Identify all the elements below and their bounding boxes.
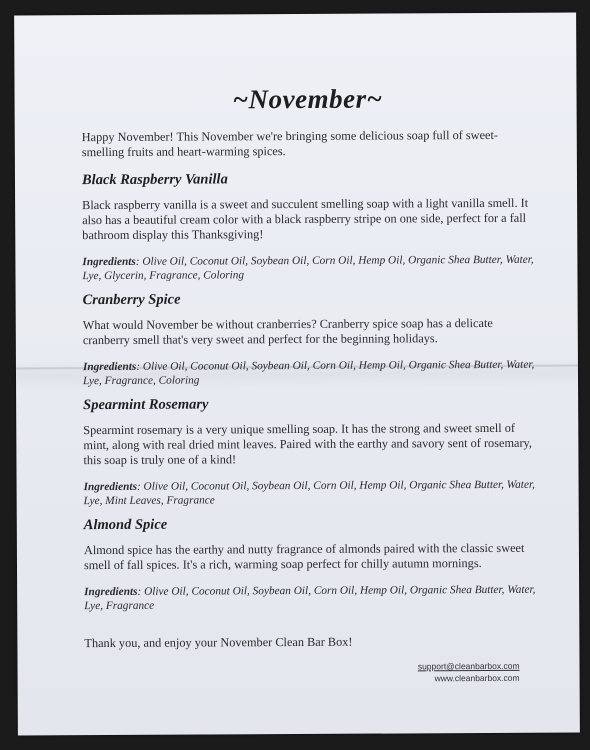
ingredients-label: Ingredients (84, 585, 138, 599)
ingredients-label: Ingredients (83, 480, 137, 494)
soap-name: Black Raspberry Vanilla (81, 171, 228, 189)
soap-section-black-raspberry-vanilla (82, 170, 535, 283)
closing-line: Thank you, and enjoy your November Clean Bar Box! (84, 634, 353, 651)
soap-description: Spearmint rosemary is a very unique smelling soap. It has the strong and sweet smell of mint, along with real dried mint leaves. Paired with the earthy and savory sent of rosemary, this soap is truly one of a kind! (83, 420, 533, 468)
soap-ingredients (82, 253, 534, 283)
support-email-link[interactable]: support@cleanbarbox.com (417, 660, 520, 672)
page-title: ~November~ (232, 83, 383, 115)
soap-section-spearmint-rosemary (83, 395, 536, 508)
ingredients-list: : Olive Oil, Coconut Oil, Soybean Oil, Corn Oil, Hemp Oil, Organic Shea Butter, Water, Lye, Fragrance (84, 583, 536, 613)
soap-name: Spearmint Rosemary (83, 396, 209, 414)
soap-name: Cranberry Spice (82, 291, 181, 309)
soap-description: What would November be without cranberries? Cranberry spice soap has a delicate cranberry smell that's very sweet and perfect for the beginning holidays. (82, 315, 493, 348)
soap-ingredients (83, 358, 535, 388)
letter-content (81, 83, 536, 663)
soap-name: Almond Spice (83, 516, 168, 534)
ingredients-list: : Olive Oil, Coconut Oil, Soybean Oil, Corn Oil, Hemp Oil, Organic Shea Butter, Water, Lye, Mint Leaves, Fragrance (83, 478, 535, 508)
ingredients-label: Ingredients (82, 255, 136, 269)
ingredients-list: : Olive Oil, Coconut Oil, Soybean Oil, Corn Oil, Hemp Oil, Organic Shea Butter, Water, Lye, Glycerin, Fragrance, Coloring (82, 253, 534, 283)
soap-description: Almond spice has the earthy and nutty fragrance of almonds paired with the classic sweet smell of fall spices. It's a rich, warming soap perfect for chilly autumn mornings. (83, 540, 525, 573)
contact-footer (418, 660, 520, 685)
ingredients-label: Ingredients (82, 360, 137, 374)
soap-ingredients (84, 583, 536, 613)
website-text: www.cleanbarbox.com (434, 672, 520, 684)
ingredients-list: : Olive Oil, Coconut Oil, Soybean Oil, Corn Oil, Hemp Oil, Organic Shea Butter, Water, Lye, Fragrance, Coloring (83, 358, 535, 388)
soap-description: Black raspberry vanilla is a sweet and succulent smelling soap with a light vanilla smell. It also has a beautiful cream color with a black raspberry stripe on one side, perfect for a fall bathroom display this Thanksgiving! (82, 195, 529, 243)
soap-section-cranberry-spice (83, 290, 535, 388)
soap-ingredients (84, 478, 536, 508)
soap-section-almond-spice (84, 515, 536, 613)
letter-page (14, 13, 580, 736)
intro-paragraph: Happy November! This November we're bringing some delicious soap full of sweet-smelling fruits and heart-warming spices. (81, 127, 499, 160)
